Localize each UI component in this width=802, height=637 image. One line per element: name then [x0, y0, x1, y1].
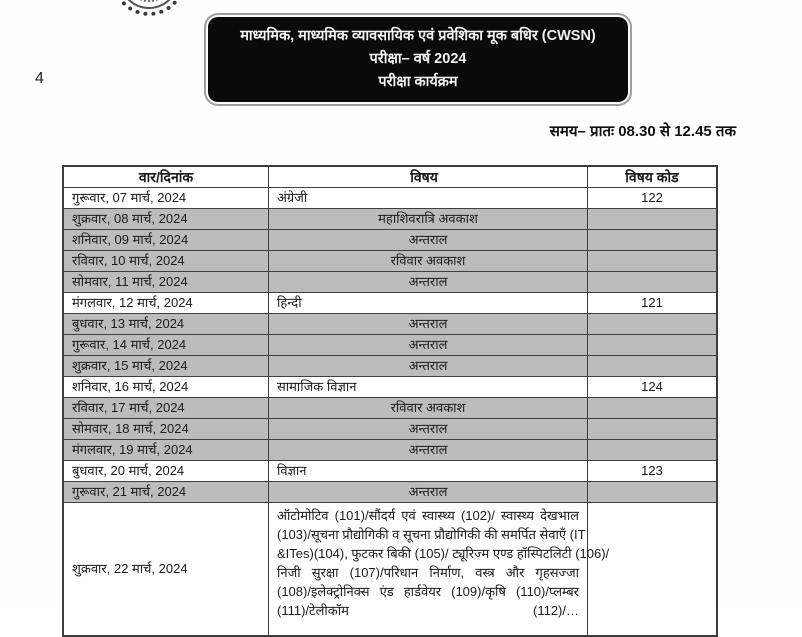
table-row: [64, 314, 716, 335]
cell-subject-code: 124: [641, 379, 663, 394]
cell-subject-code: [588, 398, 716, 418]
table-row: [64, 188, 716, 209]
cell-subject: अन्तराल: [269, 335, 588, 355]
cell-subject-code: [588, 419, 716, 439]
cell-subject: अन्तराल: [269, 230, 588, 250]
cell-subject-code: 123: [641, 463, 663, 478]
table-row: [64, 377, 716, 398]
cell-day-date: मंगलवार, 12 मार्च, 2024: [64, 293, 269, 313]
cell-day-date: गुरूवार, 14 मार्च, 2024: [64, 335, 269, 355]
exam-title-line-1: माध्यमिक, माध्यमिक व्यावसायिक एवं प्रवेशिका मूक बधिर (CWSN): [240, 28, 596, 44]
exam-title-box: [208, 17, 628, 102]
header-subject-code: विषय कोड: [625, 169, 679, 185]
cell-subject-code: [588, 482, 716, 502]
cell-subject-code: [588, 272, 716, 292]
cell-day-date: सोमवार, 18 मार्च, 2024: [64, 419, 269, 439]
cell-day-date: सोमवार, 11 मार्च, 2024: [64, 272, 269, 292]
cell-subject: रविवार अवकाश: [269, 398, 588, 418]
cell-subject-code: [588, 230, 716, 250]
vocational-subjects-line: (111)/टेलीकॉम (112)/…: [277, 603, 579, 618]
cell-day-date: रविवार, 17 मार्च, 2024: [64, 398, 269, 418]
cell-subject: अन्तराल: [269, 272, 588, 292]
cell-day-date: शनिवार, 09 मार्च, 2024: [64, 230, 269, 250]
cell-day-date: शुक्रवार, 15 मार्च, 2024: [64, 356, 269, 376]
table-row: [64, 335, 716, 356]
cell-subject: विज्ञान: [269, 461, 588, 481]
header-subject: विषय: [269, 167, 588, 187]
cell-subject: सामाजिक विज्ञान: [269, 377, 588, 397]
cell-subject-code: 121: [641, 295, 663, 310]
cell-subject-code: [588, 251, 716, 271]
cell-subject-code: [588, 335, 716, 355]
cell-day-date: शुक्रवार, 22 मार्च, 2024: [64, 503, 269, 635]
cell-subject: अंग्रेजी: [269, 188, 588, 208]
official-seal-inner-ring: [126, 0, 172, 2]
table-header-row: [64, 167, 716, 188]
cell-subject-code: [588, 209, 716, 229]
table-row: [64, 503, 716, 635]
cell-day-date: शुक्रवार, 08 मार्च, 2024: [64, 209, 269, 229]
cell-subject: अन्तराल: [269, 419, 588, 439]
exam-time-note: समय– प्रातः 08.30 से 12.45 तक: [549, 123, 736, 140]
page-number: 4: [35, 70, 44, 87]
cell-day-date: बुधवार, 20 मार्च, 2024: [64, 461, 269, 481]
cell-day-date: शनिवार, 16 मार्च, 2024: [64, 377, 269, 397]
cell-subject-code: 122: [641, 190, 663, 205]
schedule-table: [62, 165, 718, 637]
cell-subject-code: [588, 440, 716, 460]
cell-subject: रविवार अवकाश: [269, 251, 588, 271]
table-row: [64, 209, 716, 230]
cell-day-date: रविवार, 10 मार्च, 2024: [64, 251, 269, 271]
cell-subject-code: [588, 314, 716, 334]
vocational-subjects-line: (103)/सूचना प्रौद्योगिकी व सूचना प्रौद्योगिकी की समर्पित सेवाएँ (IT: [277, 527, 586, 542]
exam-title-line-3: परीक्षा कार्यक्रम: [378, 74, 458, 90]
cell-day-date: बुधवार, 13 मार्च, 2024: [64, 314, 269, 334]
cell-subject: अन्तराल: [269, 482, 588, 502]
exam-title-line-2: परीक्षा– वर्ष 2024: [369, 51, 467, 67]
table-row: [64, 293, 716, 314]
table-row: [64, 419, 716, 440]
table-row: [64, 356, 716, 377]
vocational-subjects-line: &ITes)(104), फुटकर बिकी (105)/ ट्यूरिज्म एण्ड हॉस्पिटलिटी (106)/: [277, 546, 610, 561]
cell-subject-code: [588, 356, 716, 376]
cell-subject: अन्तराल: [269, 440, 588, 460]
table-row: [64, 482, 716, 503]
cell-subject: महाशिवरात्रि अवकाश: [269, 209, 588, 229]
vocational-subjects-line: (108)/इलेक्ट्रोनिक्स एंड हार्डवेयर (109)/कृषि (110)/प्लम्बर: [277, 584, 579, 599]
cell-day-date: गुरूवार, 07 मार्च, 2024: [64, 188, 269, 208]
table-row: [64, 398, 716, 419]
cell-subject: अन्तराल: [269, 314, 588, 334]
table-row: [64, 461, 716, 482]
table-row: [64, 272, 716, 293]
table-row: [64, 440, 716, 461]
table-row: [64, 251, 716, 272]
schedule-table-body: [64, 188, 716, 635]
header-day-date: वार/दिनांक: [64, 167, 269, 187]
cell-day-date: गुरूवार, 21 मार्च, 2024: [64, 482, 269, 502]
vocational-subjects-line: ऑटोमोटिव (101)/सौंदर्य एवं स्वास्थ्य (102)/ स्वास्थ्य देखभाल: [277, 508, 579, 523]
cell-subject-code: [588, 503, 716, 635]
cell-subject: अन्तराल: [269, 356, 588, 376]
table-row: [64, 230, 716, 251]
cell-subject: [269, 503, 610, 635]
vocational-subjects-line: निजी सुरक्षा (107)/परिधान निर्माण, वस्त्र और गृहसज्जा: [277, 565, 579, 580]
cell-subject: हिन्दी: [269, 293, 588, 313]
cell-day-date: मंगलवार, 19 मार्च, 2024: [64, 440, 269, 460]
official-seal-icon: [112, 0, 186, 16]
